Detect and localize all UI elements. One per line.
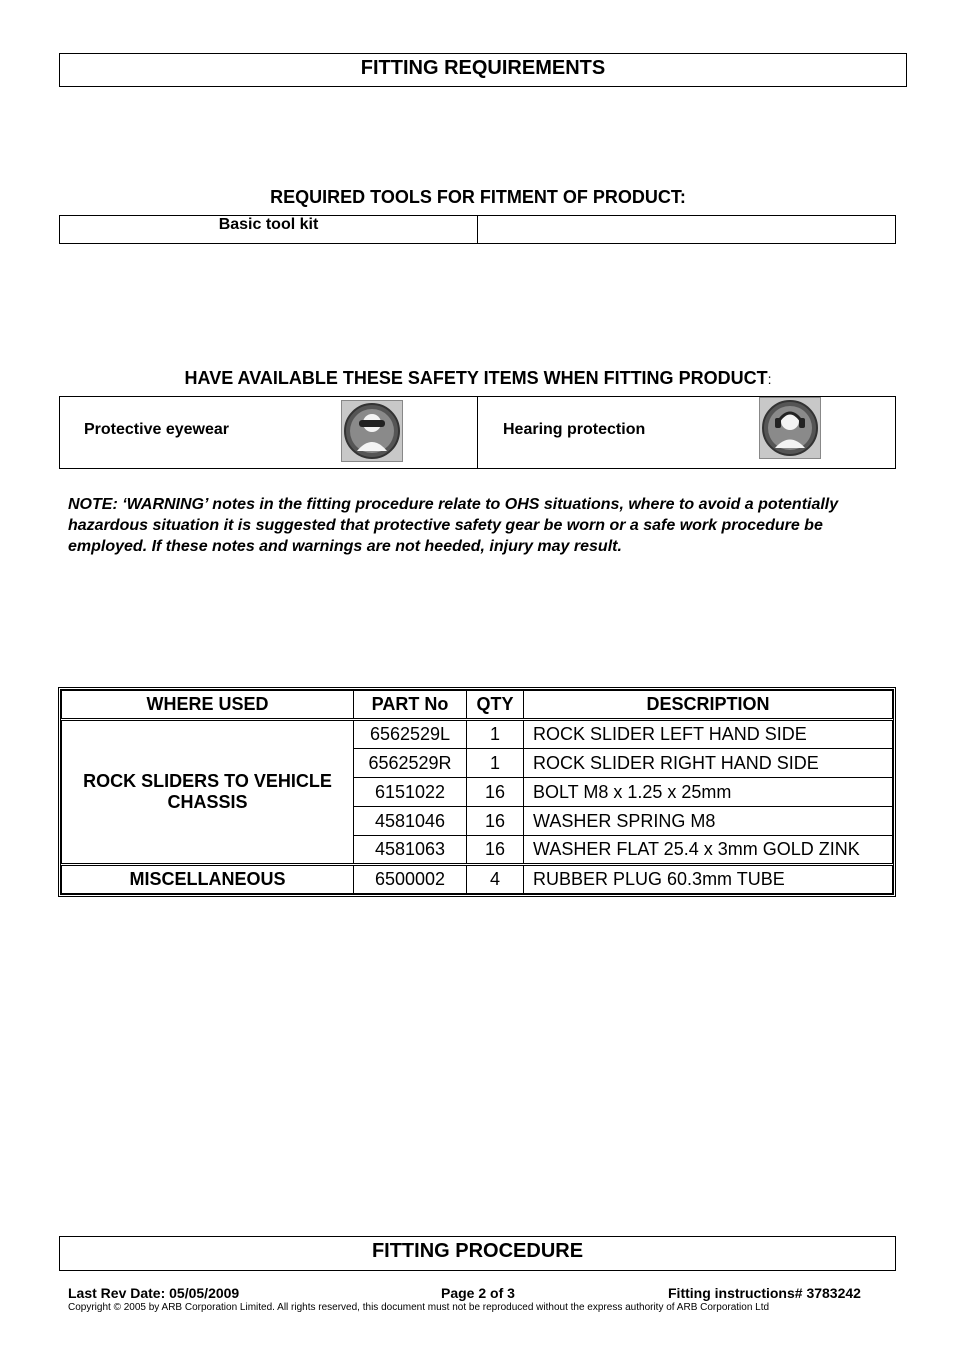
- table-row: [62, 720, 893, 749]
- column-header-description: DESCRIPTION: [524, 691, 893, 720]
- tools-table: [59, 215, 896, 244]
- fitting-requirements-title: FITTING REQUIREMENTS: [59, 53, 907, 87]
- part-description: BOLT M8 x 1.25 x 25mm: [524, 778, 893, 807]
- part-description: ROCK SLIDER RIGHT HAND SIDE: [524, 749, 893, 778]
- column-header-part-no: PART No: [354, 691, 467, 720]
- protective-eyewear-sign-icon: [341, 400, 403, 462]
- tool-item: Basic tool kit: [60, 216, 478, 244]
- fitting-instructions-number: Fitting instructions# 3783242: [668, 1285, 861, 1301]
- part-description: ROCK SLIDER LEFT HAND SIDE: [524, 720, 893, 749]
- part-number: 6151022: [354, 778, 467, 807]
- column-header-qty: QTY: [467, 691, 524, 720]
- safety-heading-text: HAVE AVAILABLE THESE SAFETY ITEMS WHEN FITTING PRODUCT: [184, 368, 768, 388]
- part-number: 6500002: [354, 865, 467, 894]
- fitting-procedure-title: FITTING PROCEDURE: [59, 1236, 896, 1271]
- hearing-protection-sign-icon: [759, 397, 821, 459]
- part-qty: 16: [467, 836, 524, 865]
- safety-cell-eyewear: [60, 397, 478, 469]
- parts-table: [61, 690, 893, 894]
- part-number: 6562529L: [354, 720, 467, 749]
- copyright-notice: Copyright © 2005 by ARB Corporation Limited. All rights reserved, this document must not be reproduced without the express authority of ARB Corporation Ltd: [68, 1302, 770, 1313]
- part-number: 6562529R: [354, 749, 467, 778]
- safety-items-heading: [60, 368, 896, 389]
- part-qty: 16: [467, 778, 524, 807]
- table-row: [62, 865, 893, 894]
- safety-label-hearing: Hearing protection: [503, 421, 646, 438]
- parts-header-row: [62, 691, 893, 720]
- where-used-rock-sliders: ROCK SLIDERS TO VEHICLE CHASSIS: [62, 720, 354, 865]
- page-number: Page 2 of 3: [441, 1285, 515, 1301]
- where-used-miscellaneous: MISCELLANEOUS: [62, 865, 354, 894]
- safety-cell-hearing: [478, 397, 896, 469]
- last-rev-date: Last Rev Date: 05/05/2009: [68, 1285, 240, 1301]
- part-description: WASHER SPRING M8: [524, 807, 893, 836]
- part-number: 4581063: [354, 836, 467, 865]
- safety-table: [59, 396, 896, 469]
- tool-item-empty: [478, 216, 896, 244]
- required-tools-heading: REQUIRED TOOLS FOR FITMENT OF PRODUCT:: [270, 187, 686, 207]
- column-header-where-used: WHERE USED: [62, 691, 354, 720]
- part-qty: 4: [467, 865, 524, 894]
- warning-note: NOTE: ‘WARNING’ notes in the fitting procedure relate to OHS situations, where to avoid a potentially hazardous situation it is suggested that protective safety gear be worn or a safe work procedure be employed. If these notes and warnings are not heeded, injury may result.: [68, 496, 839, 555]
- safety-label-eyewear: Protective eyewear: [84, 421, 229, 438]
- part-qty: 16: [467, 807, 524, 836]
- part-number: 4581046: [354, 807, 467, 836]
- part-qty: 1: [467, 749, 524, 778]
- parts-table-container: [58, 687, 896, 897]
- safety-heading-suffix: :: [767, 371, 772, 387]
- part-qty: 1: [467, 720, 524, 749]
- part-description: RUBBER PLUG 60.3mm TUBE: [524, 865, 893, 894]
- part-description: WASHER FLAT 25.4 x 3mm GOLD ZINK: [524, 836, 893, 865]
